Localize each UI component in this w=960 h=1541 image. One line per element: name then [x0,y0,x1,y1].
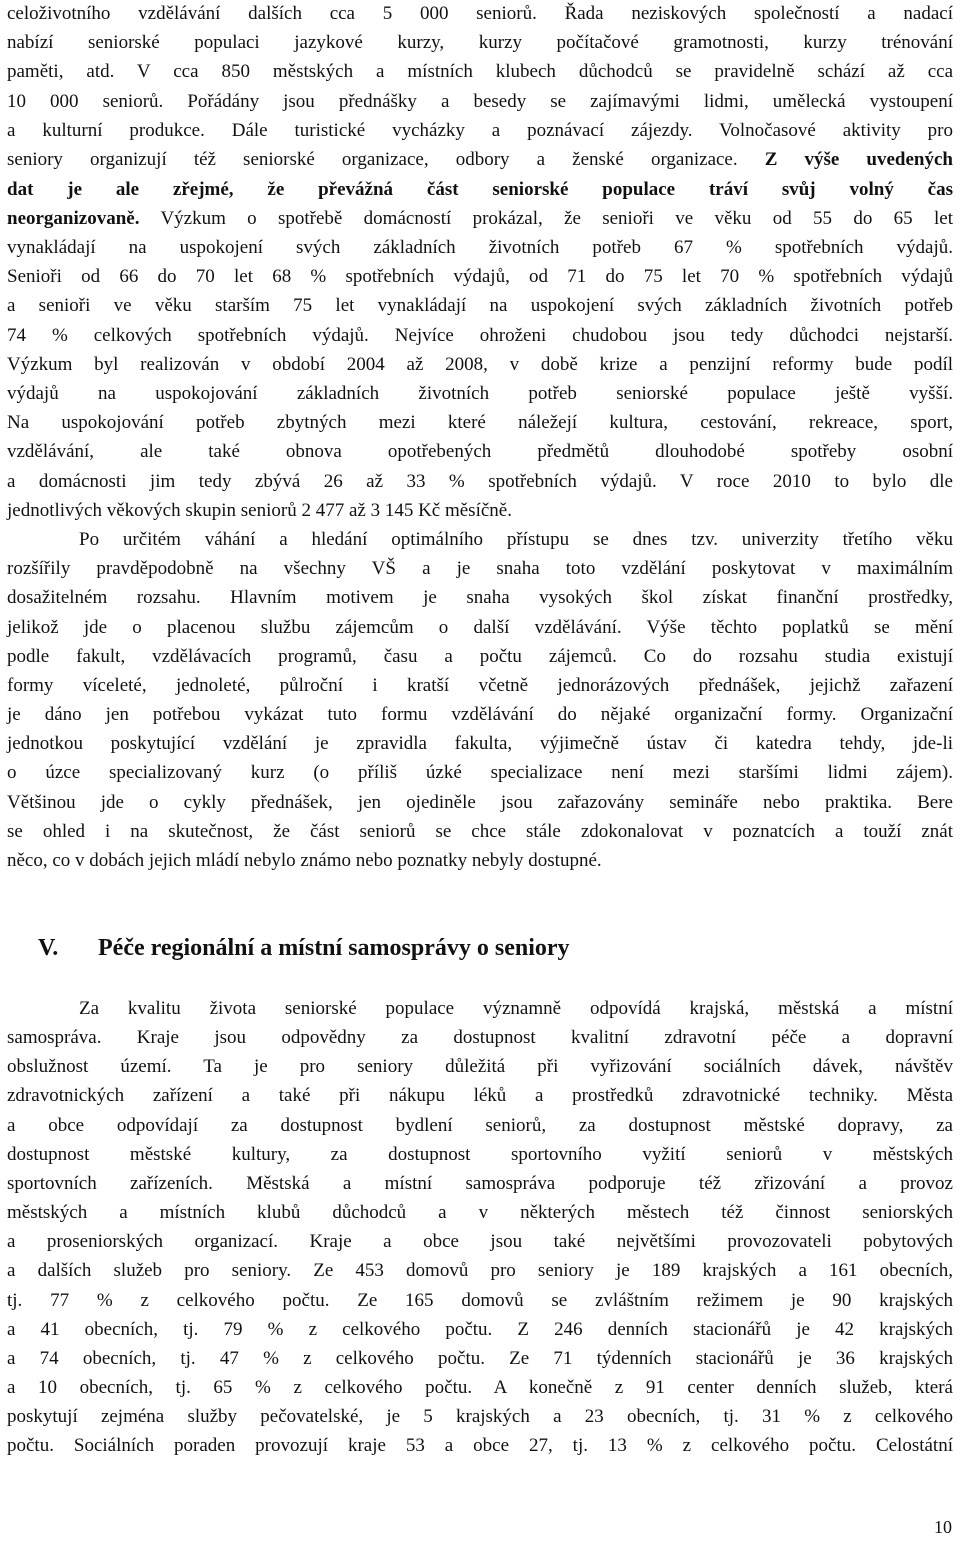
text-line: nabízí seniorské populaci jazykové kurzy, kurzy počítačové gramotnosti, kurzy trénování [7,32,953,53]
text-line: Za kvalitu života seniorské populace významně odpovídá krajská, městská a místní [79,998,953,1019]
text-line: zdravotnických zařízení a také při nákupu léků a prostředků zdravotnické techniky. Města [7,1085,953,1106]
text-run: Výzkum o spotřebě domácností prokázal, že senioři ve věku od 55 do 65 let [139,208,953,229]
text-line: Výzkum byl realizován v období 2004 až 2008, v době krize a penzijní reformy bude podíl [7,354,953,375]
text-line: a senioři ve věku starším 75 let vynakládají na uspokojení svých základních životních potřeb [7,295,953,316]
text-line: o úzce specializovaný kurz (o příliš úzké specializace není mezi staršími lidmi zájem). [7,762,953,783]
text-line: a kulturní produkce. Dále turistické vycházky a poznávací zájezdy. Volnočasové aktivity pro [7,120,953,141]
page-number: 10 [934,1517,952,1537]
text-line: samospráva. Kraje jsou odpovědny za dostupnost kvalitní zdravotní péče a dopravní [7,1027,953,1048]
text-line: počtu. Sociálních poraden provozují kraje 53 a obce 27, tj. 13 % z celkového počtu. Celostátní [7,1435,953,1456]
text-line: poskytují zejména služby pečovatelské, je 5 krajských a 23 obecních, tj. 31 % z celkového [7,1406,953,1427]
text-line: vzdělávání, ale také obnova opotřebených předmětů dlouhodobé spotřeby osobní [7,441,953,462]
text-line: a 74 obecních, tj. 47 % z celkového počtu. Ze 71 týdenních stacionářů je 36 krajských [7,1348,953,1369]
text-line: a domácnosti jim tedy zbývá 26 až 33 % spotřebních výdajů. V roce 2010 to bylo dle [7,471,953,492]
text-line: a 41 obecních, tj. 79 % z celkového počtu. Z 246 denních stacionářů je 42 krajských [7,1319,953,1340]
bold-text-run: neorganizovaně. [7,208,140,229]
text-line: 74 % celkových spotřebních výdajů. Nejvíce ohroženi chudobou jsou tedy důchodci nejstarší. [7,325,953,346]
text-line: a obce odpovídají za dostupnost bydlení seniorů, za dostupnost městské dopravy, za [7,1115,953,1136]
text-line [7,205,953,233]
text-line: formy víceleté, jednoleté, půlroční i kratší včetně jednorázových přednášek, jejichž zařazení [7,675,953,696]
text-line: Většinou jde o cykly přednášek, jen ojediněle jsou zařazovány semináře nebo praktika. Bere [7,792,953,813]
text-line: výdajů na uspokojování základních životních potřeb seniorské populace ještě vyšší. [7,383,953,404]
text-line: obslužnost území. Ta je pro seniory důležitá při vyřizování sociálních dávek, návštěv [7,1056,953,1077]
text-line: městských a místních klubů důchodců a v některých městech též činnost seniorských [7,1202,953,1223]
text-line: se ohled i na skutečnost, že část seniorů se chce stále zdokonalovat v poznatcích a touží znát [7,821,953,842]
text-line: a dalších služeb pro seniory. Ze 453 domovů pro seniory je 189 krajských a 161 obecních, [7,1260,953,1281]
section-heading [38,931,570,965]
bold-text-run: Z výše uvedených [764,149,953,170]
text-line: a 10 obecních, tj. 65 % z celkového počtu. A konečně z 91 center denních služeb, která [7,1377,953,1398]
text-run: seniory organizují též seniorské organizace, odbory a ženské organizace. [7,149,738,170]
text-line: tj. 77 % z celkového počtu. Ze 165 domovů se zvláštním režimem je 90 krajských [7,1290,953,1311]
section-title: Péče regionální a místní samosprávy o seniory [98,935,570,961]
text-line: Na uspokojování potřeb zbytných mezi které náležejí kultura, cestování, rekreace, sport, [7,412,953,433]
text-line [7,146,953,174]
text-line: 10 000 seniorů. Pořádány jsou přednášky a besedy se zajímavými lidmi, umělecká vystoupení [7,91,953,112]
text-line: je dáno jen potřebou vykázat tuto formu vzdělávání do nějaké organizační formy. Organizační [7,704,953,725]
text-line: vynakládají na uspokojení svých základních životních potřeb 67 % spotřebních výdajů. [7,237,953,258]
text-line: rozšířily pravděpodobně na všechny VŠ a je snaha toto vzdělání poskytovat v maximálním [7,558,953,579]
text-line: celoživotního vzdělávání dalších cca 5 000 seniorů. Řada neziskových společností a nadací [7,3,953,24]
text-line: jednotlivých věkových skupin seniorů 2 477 až 3 145 Kč měsíčně. [7,500,512,521]
bold-text-run: dat je ale zřejmé, že převážná část seniorské populace tráví svůj volný čas [7,179,953,200]
text-line: a proseniorských organizací. Kraje a obce jsou také největšími provozovateli pobytových [7,1231,953,1252]
section-number: V. [38,935,59,961]
text-line: dostupnost městské kultury, za dostupnost sportovního vyžití seniorů v městských [7,1144,953,1165]
text-line: dosažitelném rozsahu. Hlavním motivem je snaha vysokých škol získat finanční prostředky, [7,587,953,608]
text-line: Po určitém váhání a hledání optimálního přístupu se dnes tzv. univerzity třetího věku [79,529,953,550]
text-line: paměti, atd. V cca 850 městských a místních klubech důchodců se pravidelně schází až cca [7,61,953,82]
bold-text-line [7,176,953,204]
text-line: jelikož jde o placenou službu zájemcům o další vzdělávání. Výše těchto poplatků se mění [7,617,953,638]
text-line: Senioři od 66 do 70 let 68 % spotřebních výdajů, od 71 do 75 let 70 % spotřebních výdajů [7,266,953,287]
text-line: jednotkou poskytující vzdělání je zpravidla fakulta, výjimečně ústav či katedra tehdy, jde-li [7,733,953,754]
text-line: sportovních zařízeních. Městská a místní samospráva podporuje též zřizování a provoz [7,1173,953,1194]
text-line: podle fakult, vzdělávacích programů, času a počtu zájemců. Co do rozsahu studia existují [7,646,953,667]
text-line: něco, co v dobách jejich mládí nebylo známo nebo poznatky nebyly dostupné. [7,850,602,871]
